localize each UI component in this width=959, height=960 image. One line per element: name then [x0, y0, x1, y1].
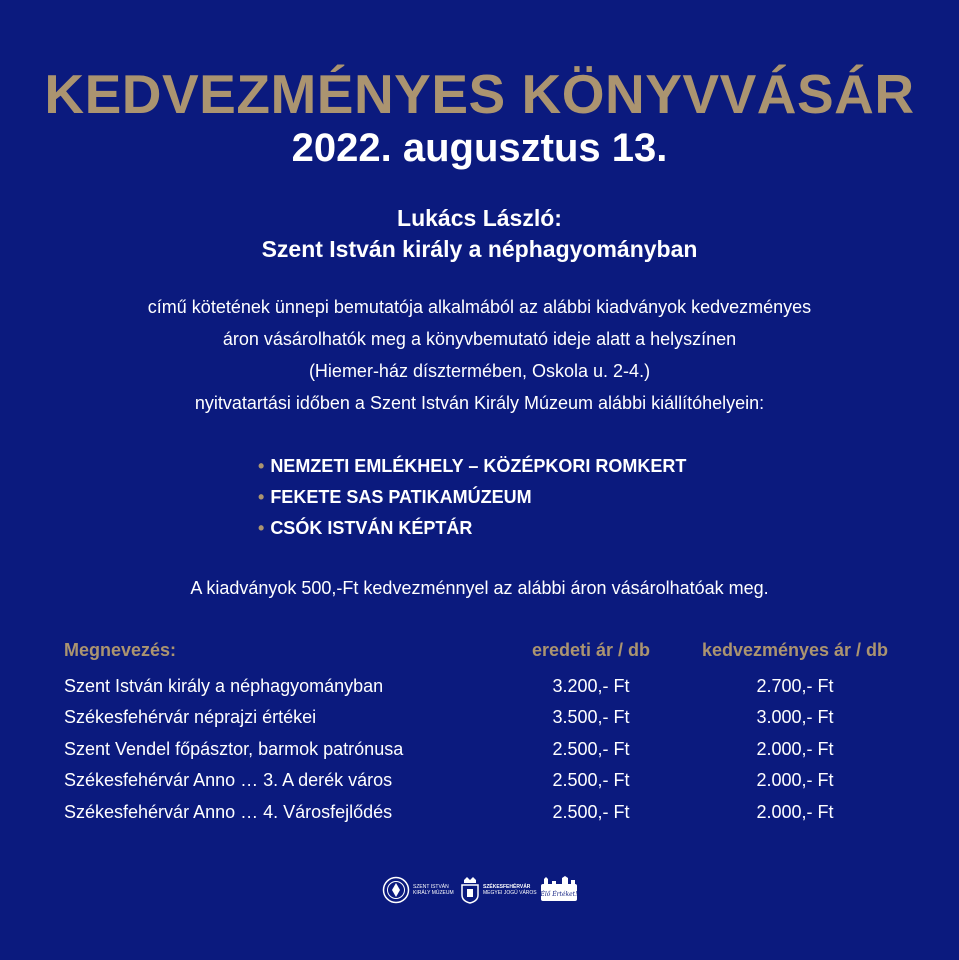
svg-text:Élő Értéket!: Élő Értéket!	[540, 891, 578, 898]
bullet-icon: •	[258, 487, 265, 507]
footer-logos	[0, 876, 959, 910]
table-row	[0, 676, 959, 704]
intro-line: (Hiemer-ház dísztermében, Oskola u. 2-4.)	[308, 361, 651, 381]
item-discounted-price: 3.000,- Ft	[756, 707, 834, 727]
city-logo-text: SZÉKESFEHÉRVÁR MEGYEI JOGÚ VÁROS	[483, 884, 537, 896]
header-original-price: eredeti ár / db	[531, 640, 651, 660]
book-title: Szent István király a néphagyományban	[261, 236, 698, 262]
intro-line: áron vásárolhatók meg a könyvbemutató ideje alatt a helyszínen	[222, 329, 737, 349]
header-name: Megnevezés:	[64, 640, 177, 660]
venue-item	[258, 482, 686, 513]
bullet-icon: •	[258, 456, 265, 476]
item-discounted-price: 2.000,- Ft	[756, 739, 834, 759]
table-row	[0, 739, 959, 767]
item-name: Szent István király a néphagyományban	[64, 676, 384, 696]
table-row	[0, 770, 959, 798]
venue-item	[258, 513, 686, 544]
table-row	[0, 707, 959, 735]
intro-paragraph	[0, 291, 959, 419]
header-discounted-price: kedvezményes ár / db	[701, 640, 889, 660]
item-original-price: 3.200,- Ft	[552, 676, 630, 696]
venue-list	[258, 451, 686, 544]
item-name: Szent Vendel főpásztor, barmok patrónusa	[64, 739, 404, 759]
book-block	[0, 203, 959, 265]
bullet-icon: •	[258, 518, 265, 538]
item-name: Székesfehérvár néprajzi értékei	[64, 707, 317, 727]
museum-seal-icon	[382, 876, 410, 904]
event-date: 2022. augusztus 13.	[291, 126, 668, 170]
museum-logo	[382, 876, 454, 904]
venue-label: NEMZETI EMLÉKHELY – KÖZÉPKORI ROMKERT	[270, 456, 687, 476]
item-original-price: 2.500,- Ft	[552, 802, 630, 822]
item-discounted-price: 2.000,- Ft	[756, 802, 834, 822]
item-discounted-price: 2.000,- Ft	[756, 770, 834, 790]
item-original-price: 3.500,- Ft	[552, 707, 630, 727]
venue-label: CSÓK ISTVÁN KÉPTÁR	[270, 518, 473, 538]
intro-line: nyitvatartási időben a Szent István Király Múzeum alábbi kiállítóhelyein:	[194, 393, 765, 413]
city-crest-icon	[460, 876, 480, 904]
discount-note: A kiadványok 500,-Ft kedvezménnyel az alábbi áron vásárolhatóak meg.	[190, 578, 769, 598]
intro-line: című kötetének ünnepi bemutatója alkalmából az alábbi kiadványok kedvezményes	[147, 297, 812, 317]
table-row	[0, 802, 959, 830]
item-name: Székesfehérvár Anno … 3. A derék város	[64, 770, 393, 790]
item-name: Székesfehérvár Anno … 4. Városfejlődés	[64, 802, 393, 822]
city-logo	[460, 876, 537, 904]
table-header-row	[0, 640, 959, 668]
item-original-price: 2.500,- Ft	[552, 739, 630, 759]
venue-item	[258, 451, 686, 482]
book-author: Lukács László:	[397, 205, 562, 231]
city-skyline-logo-icon	[540, 876, 578, 902]
page-title: KEDVEZMÉNYES KÖNYVVÁSÁR	[44, 63, 915, 125]
item-discounted-price: 2.700,- Ft	[756, 676, 834, 696]
item-original-price: 2.500,- Ft	[552, 770, 630, 790]
venue-label: FEKETE SAS PATIKAMÚZEUM	[270, 487, 532, 507]
museum-logo-text: SZENT ISTVÁN KIRÁLY MÚZEUM	[413, 884, 454, 896]
values-logo	[540, 876, 578, 902]
